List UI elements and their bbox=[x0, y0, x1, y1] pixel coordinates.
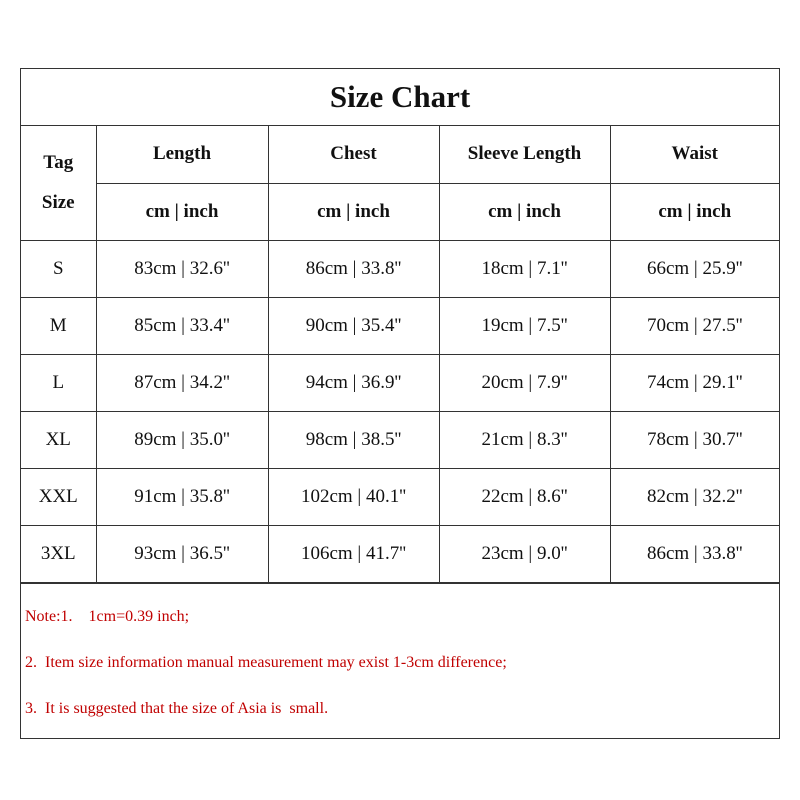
length-cell: 93cm | 36.5'' bbox=[96, 525, 268, 582]
size-cell: L bbox=[21, 354, 96, 411]
waist-cell: 74cm | 29.1'' bbox=[610, 354, 779, 411]
column-header-chest: Chest bbox=[268, 126, 439, 183]
size-cell: 3XL bbox=[21, 525, 96, 582]
column-header-waist: Waist bbox=[610, 126, 779, 183]
table-row bbox=[21, 411, 779, 468]
tag-size-header-line1: Tag bbox=[43, 151, 74, 173]
note-line-1: Note:1. 1cm=0.39 inch; bbox=[25, 608, 190, 625]
waist-cell: 82cm | 32.2'' bbox=[610, 468, 779, 525]
size-chart-title: Size Chart bbox=[21, 69, 779, 126]
chest-cell: 86cm | 33.8'' bbox=[268, 240, 439, 297]
sleeve-length-cell: 23cm | 9.0'' bbox=[439, 525, 610, 582]
size-table bbox=[21, 126, 779, 583]
column-header-sleeve-length: Sleeve Length bbox=[439, 126, 610, 183]
waist-cell: 66cm | 25.9'' bbox=[610, 240, 779, 297]
chest-cell: 90cm | 35.4'' bbox=[268, 297, 439, 354]
unit-label-sleeve-length: cm | inch bbox=[439, 183, 610, 240]
length-cell: 87cm | 34.2'' bbox=[96, 354, 268, 411]
unit-label-chest: cm | inch bbox=[268, 183, 439, 240]
unit-label-length: cm | inch bbox=[96, 183, 268, 240]
waist-cell: 70cm | 27.5'' bbox=[610, 297, 779, 354]
table-row bbox=[21, 297, 779, 354]
notes-section bbox=[21, 583, 779, 738]
length-cell: 89cm | 35.0'' bbox=[96, 411, 268, 468]
chest-cell: 98cm | 38.5'' bbox=[268, 411, 439, 468]
size-cell: XL bbox=[21, 411, 96, 468]
sleeve-length-cell: 20cm | 7.9'' bbox=[439, 354, 610, 411]
size-chart-frame bbox=[20, 68, 780, 739]
note-line-2: 2. Item size information manual measurement may exist 1-3cm difference; bbox=[25, 654, 507, 671]
table-header-row bbox=[21, 126, 779, 183]
tag-size-header-line2: Size bbox=[41, 191, 75, 213]
tag-size-header bbox=[21, 126, 96, 240]
size-cell: XXL bbox=[21, 468, 96, 525]
waist-cell: 86cm | 33.8'' bbox=[610, 525, 779, 582]
table-unit-row bbox=[21, 183, 779, 240]
waist-cell: 78cm | 30.7'' bbox=[610, 411, 779, 468]
length-cell: 85cm | 33.4'' bbox=[96, 297, 268, 354]
chest-cell: 102cm | 40.1'' bbox=[268, 468, 439, 525]
table-row bbox=[21, 525, 779, 582]
length-cell: 83cm | 32.6'' bbox=[96, 240, 268, 297]
sleeve-length-cell: 18cm | 7.1'' bbox=[439, 240, 610, 297]
sleeve-length-cell: 22cm | 8.6'' bbox=[439, 468, 610, 525]
table-row bbox=[21, 240, 779, 297]
size-cell: M bbox=[21, 297, 96, 354]
table-row bbox=[21, 354, 779, 411]
unit-label-waist: cm | inch bbox=[610, 183, 779, 240]
chest-cell: 106cm | 41.7'' bbox=[268, 525, 439, 582]
size-cell: S bbox=[21, 240, 96, 297]
length-cell: 91cm | 35.8'' bbox=[96, 468, 268, 525]
table-row bbox=[21, 468, 779, 525]
sleeve-length-cell: 21cm | 8.3'' bbox=[439, 411, 610, 468]
note-line-3: 3. It is suggested that the size of Asia is small. bbox=[25, 700, 329, 717]
column-header-length: Length bbox=[96, 126, 268, 183]
chest-cell: 94cm | 36.9'' bbox=[268, 354, 439, 411]
sleeve-length-cell: 19cm | 7.5'' bbox=[439, 297, 610, 354]
